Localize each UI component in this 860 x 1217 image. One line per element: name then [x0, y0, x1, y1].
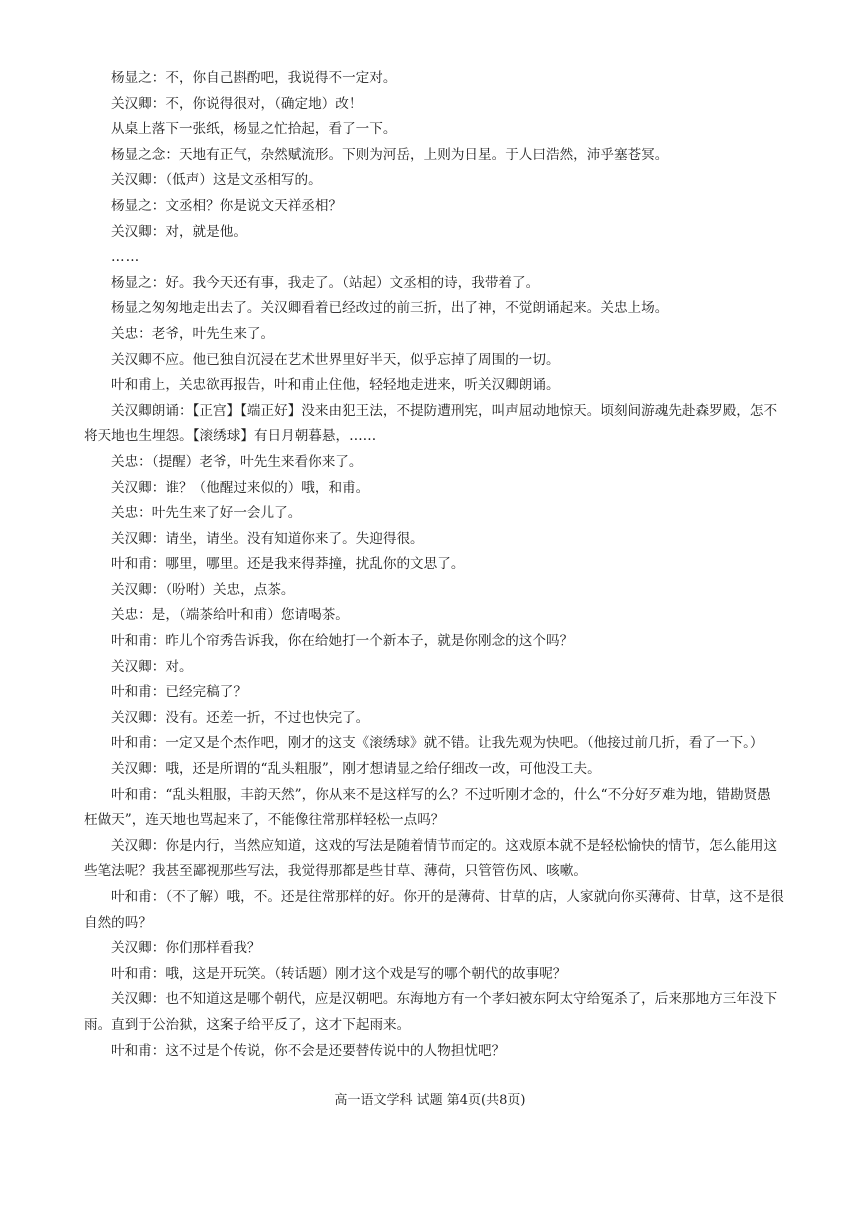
passage-line: 杨显之匆匆地走出去了。关汉卿看着已经改过的前三折，出了神，不觉朗诵起来。关忠上场。 [111, 300, 669, 317]
passage-line: 叶和甫上，关忠欲再报告，叶和甫止住他，轻轻地走进来，听关汉卿朗诵。 [111, 377, 560, 394]
passage-line: 关汉卿朗诵：【正宫】【端正好】没来由犯王法，不提防遭刑宪，叫声屈动地惊天。顷刻间游魂先赴森罗殿，怎不将天地也生埋怨。【滚绣球】有日月朝暮悬，…… [84, 402, 778, 445]
passage-line: 关汉卿：对，就是他。 [111, 223, 247, 240]
passage-line: 关汉卿：请坐，请坐。没有知道你来了。失迎得很。 [111, 530, 424, 547]
passage-line: 叶和甫：哪里，哪里。还是我来得莽撞，扰乱你的文思了。 [111, 556, 465, 573]
passage-line: 关汉卿：不，你说得很对，（确定地）改！ [111, 95, 363, 112]
passage-line: 杨显之念：天地有正气，杂然赋流形。下则为河岳，上则为日星。于人曰浩然，沛乎塞苍冥。 [111, 146, 669, 163]
passage-line: 叶和甫：哦，这是开玩笑。（转话题）刚才这个戏是写的哪个朝代的故事呢？ [111, 965, 567, 982]
passage-line: 叶和甫：这不过是个传说，你不会是还要替传说中的人物担忧吧？ [111, 1042, 506, 1059]
passage-line: 叶和甫：一定又是个杰作吧，刚才的这支《滚绣球》就不错。让我先观为快吧。（他接过前几折，看了一下。） [111, 735, 764, 752]
passage-line: 关汉卿：你是内行，当然应知道，这戏的写法是随着情节而定的。这戏原本就不是轻松愉快的情节，怎么能用这些笔法呢？我甚至鄙视那些写法，我觉得那都是些甘草、薄荷，只管管伤风、咳嗽。 [84, 837, 778, 880]
passage-line: 关汉卿：（吩咐）关忠，点茶。 [111, 581, 295, 598]
passage-line: 杨显之：好。我今天还有事，我走了。（站起）文丞相的诗，我带着了。 [111, 274, 540, 291]
passage-body [84, 66, 784, 1064]
passage-line: 关汉卿不应。他已独自沉浸在艺术世界里好半天，似乎忘掉了周围的一切。 [111, 351, 560, 368]
passage-line: 杨显之：文丞相？你是说文天祥丞相？ [111, 197, 343, 214]
passage-line: 叶和甫：已经完稿了？ [111, 684, 247, 701]
passage-line: 关汉卿：也不知道这是哪个朝代，应是汉朝吧。东海地方有一个孝妇被东阿太守给冤杀了，后来那地方三年没下雨。直到于公治狱，这案子给平反了，这才下起雨来。 [84, 991, 778, 1033]
passage-line: 叶和甫：（不了解）哦，不。还是往常那样的好。你开的是薄荷、甘草的店，人家就向你买薄荷、甘草，这不是很自然的吗？ [84, 889, 784, 931]
passage-line: 关忠：老爷，叶先生来了。 [111, 325, 275, 342]
ellipsis-line: …… [111, 249, 141, 266]
page-footer: 高一语文学科 试题 第4页(共8页) [334, 1093, 526, 1108]
passage-line: 关汉卿：没有。还差一折，不过也快完了。 [111, 709, 370, 726]
passage-line: 关忠：叶先生来了好一会儿了。 [111, 505, 302, 522]
passage-line: 关忠：（提醒）老爷，叶先生来看你来了。 [111, 453, 363, 470]
passage-line: 杨显之：不，你自己斟酌吧，我说得不一定对。 [111, 70, 397, 86]
passage-line: 关汉卿：哦，还是所谓的“乱头粗服”，刚才想请显之给仔细改一改，可他没工夫。 [111, 761, 601, 778]
passage-line: 叶和甫：昨儿个帘秀告诉我，你在给她打一个新本子，就是你刚念的这个吗？ [111, 633, 574, 650]
passage-line: 叶和甫：“乱头粗服，丰韵天然”，你从来不是这样写的么？不过听刚才念的，什么“不分好歹难为地，错勘贤愚枉做天”，连天地也骂起来了，不能像往常那样轻松一点吗？ [84, 786, 771, 829]
passage-line: 关汉卿：谁？（他醒过来似的）哦，和甫。 [111, 479, 370, 496]
passage-line: 关汉卿：（低声）这是文丞相写的。 [111, 172, 322, 189]
passage-line: 从桌上落下一张纸，杨显之忙拾起，看了一下。 [111, 121, 397, 138]
passage-line: 关忠：是，（端茶给叶和甫）您请喝茶。 [111, 607, 349, 624]
passage-line: 关汉卿：对。 [111, 658, 193, 675]
passage-line: 关汉卿：你们那样看我？ [111, 940, 261, 957]
